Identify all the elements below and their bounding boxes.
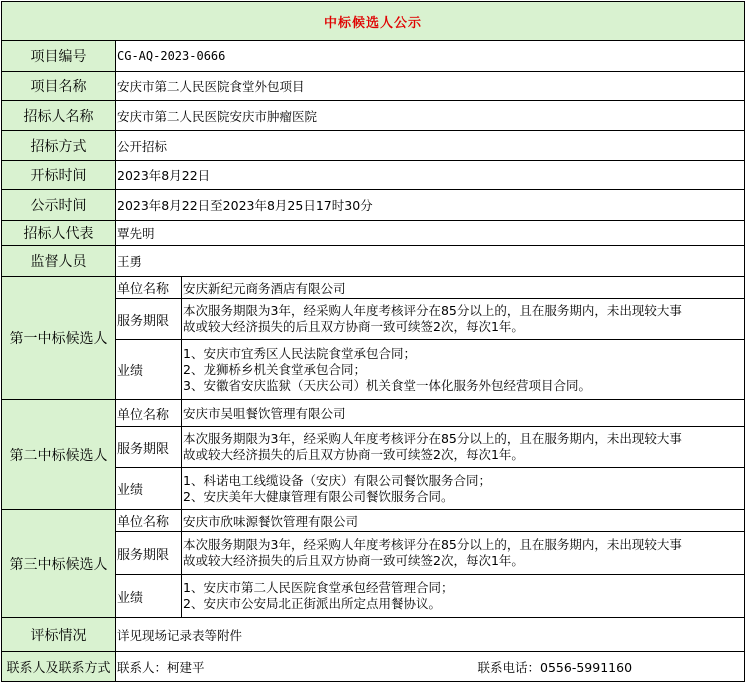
contact-phone: 联系电话：0556-5991160 [477, 659, 633, 675]
project-name-label: 项目名称 [2, 72, 116, 101]
contact-label: 联系人及联系方式 [2, 652, 116, 682]
open-time-value: 2023年8月22日 [116, 161, 745, 190]
notice-time-value: 2023年8月22日至2023年8月25日17时30分 [116, 190, 745, 221]
row-tenderer [2, 101, 745, 131]
candidate-1-unit: 安庆新纪元商务酒店有限公司 [182, 277, 745, 299]
candidate-3-perf-line-2: 2、安庆市公安局北正街派出所定点用餐协议。 [183, 596, 441, 611]
supervisor-label: 监督人员 [2, 246, 116, 277]
candidate-2-label: 第二中标候选人 [2, 400, 116, 510]
candidate-3-label: 第三中标候选人 [2, 510, 116, 618]
candidate-3-period-label: 服务期限 [116, 532, 182, 575]
notice-time-label: 公示时间 [2, 190, 116, 221]
candidate-1-perf-line-2: 2、龙狮桥乡机关食堂承包合同； [183, 361, 366, 377]
candidate-3-perf-line-1: 1、安庆市第二人民医院食堂承包经营管理合同； [183, 580, 454, 595]
row-open-time [2, 161, 745, 190]
tenderer-label: 招标人名称 [2, 101, 116, 131]
candidate-1-perf [182, 340, 745, 400]
supervisor-value: 王勇 [116, 246, 745, 277]
row-notice-time [2, 190, 745, 221]
candidate-1-period-label: 服务期限 [116, 299, 182, 340]
candidate-2-period-line-1: 本次服务期限为3年，经采购人年度考核评分在85分以上的，且在服务期内，未出现较大事 [183, 431, 682, 446]
row-rep [2, 221, 745, 246]
candidate-2-unit: 安庆市吴咀餐饮管理有限公司 [182, 400, 745, 427]
open-time-label: 开标时间 [2, 161, 116, 190]
candidate-1-unit-label: 单位名称 [116, 277, 182, 299]
candidate-2-perf [182, 468, 745, 510]
candidate-3-period-line-2: 故或较大经济损失的后且双方协商一致可续签2次，每次1年。 [183, 553, 524, 568]
evaluation-value: 详见现场记录表等附件 [116, 618, 745, 652]
candidate-3-perf [182, 575, 745, 618]
row-project-name [2, 72, 745, 101]
candidate-2-period [182, 427, 745, 468]
evaluation-label: 评标情况 [2, 618, 116, 652]
project-no-value: CG-AQ-2023-0666 [116, 41, 745, 72]
row-contact [2, 652, 745, 682]
candidate-1-period [182, 299, 745, 340]
candidate-2-period-label: 服务期限 [116, 427, 182, 468]
title-row [2, 2, 745, 41]
contact-person: 联系人：柯建平 [117, 659, 205, 675]
row-method [2, 131, 745, 161]
candidate-3-unit-row [2, 510, 745, 532]
candidate-1-perf-line-1: 1、安庆市宜秀区人民法院食堂承包合同； [183, 345, 416, 361]
rep-value: 覃先明 [116, 221, 745, 246]
notice-table [1, 1, 745, 682]
contact-value [116, 652, 745, 682]
candidate-1-period-line-2: 故或较大经济损失的后且双方协商一致可续签2次，每次1年。 [183, 319, 524, 334]
candidate-3-perf-label: 业绩 [116, 575, 182, 618]
method-label: 招标方式 [2, 131, 116, 161]
candidate-1-unit-row [2, 277, 745, 299]
candidate-2-unit-label: 单位名称 [116, 400, 182, 427]
candidate-2-perf-line-1: 1、科诺电工线缆设备（安庆）有限公司餐饮服务合同； [183, 472, 491, 488]
row-evaluation [2, 618, 745, 652]
notice-title: 中标候选人公示 [2, 2, 745, 41]
candidate-1-label: 第一中标候选人 [2, 277, 116, 400]
candidate-1-perf-line-3: 3、安徽省安庆监狱（天庆公司）机关食堂一体化服务外包经营项目合同。 [183, 377, 591, 393]
candidate-3-period-line-1: 本次服务期限为3年，经采购人年度考核评分在85分以上的，且在服务期内，未出现较大事 [183, 537, 682, 552]
row-supervisor [2, 246, 745, 277]
candidate-2-perf-line-2: 2、安庆美年大健康管理有限公司餐饮服务合同。 [183, 488, 454, 504]
candidate-1-perf-label: 业绩 [116, 340, 182, 400]
method-value: 公开招标 [116, 131, 745, 161]
row-project-no [2, 41, 745, 72]
candidate-2-period-line-2: 故或较大经济损失的后且双方协商一致可续签2次，每次1年。 [183, 447, 524, 462]
candidate-3-unit: 安庆市欣味源餐饮管理有限公司 [182, 510, 745, 532]
candidate-1-period-line-1: 本次服务期限为3年，经采购人年度考核评分在85分以上的，且在服务期内，未出现较大事 [183, 303, 682, 318]
candidate-3-unit-label: 单位名称 [116, 510, 182, 532]
project-name-value: 安庆市第二人民医院食堂外包项目 [116, 72, 745, 101]
rep-label: 招标人代表 [2, 221, 116, 246]
candidate-2-perf-label: 业绩 [116, 468, 182, 510]
project-no-label: 项目编号 [2, 41, 116, 72]
candidate-3-period [182, 532, 745, 575]
candidate-2-unit-row [2, 400, 745, 427]
tenderer-value: 安庆市第二人民医院安庆市肿瘤医院 [116, 101, 745, 131]
